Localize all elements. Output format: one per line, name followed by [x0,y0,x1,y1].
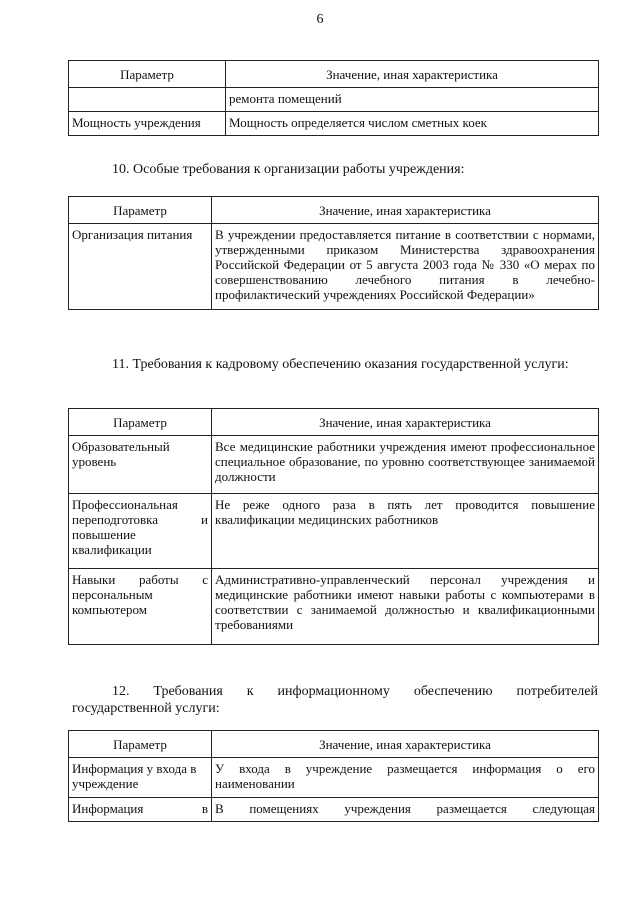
table-header-row [69,61,599,88]
param-cell: Образовательный уровень [69,436,212,494]
header-value: Значение, иная характеристика [212,197,599,224]
page-number: 6 [316,12,324,27]
param-cell: Организация питания [69,224,212,310]
table-row [69,112,599,136]
value-cell: Все медицинские работники учреждения имеют профессиональное специальное образование, по уровню соответствующее занимаемой должности [212,436,599,494]
header-value: Значение, иная характеристика [212,731,599,758]
table-section-12 [68,730,599,822]
param-cell: Информация у входа в учреждение [69,758,212,798]
table-row [69,494,599,569]
section-12-heading: 12. Требования к информационному обеспечению потребителей государственной услуги: [72,684,598,716]
table-section-10 [68,196,599,310]
value-cell: ремонта помещений [226,88,599,112]
table-row [69,224,599,310]
table-row [69,758,599,798]
header-value: Значение, иная характеристика [226,61,599,88]
table-header-row [69,409,599,436]
table-continuation [68,60,599,136]
table-row [69,88,599,112]
table-header-row [69,197,599,224]
header-param: Параметр [69,409,212,436]
value-cell: Мощность определяется числом сметных коек [226,112,599,136]
param-cell: Навыки работы с персональным компьютером [69,569,212,645]
header-param: Параметр [69,197,212,224]
param-cell: Мощность учреждения [69,112,226,136]
value-cell: Не реже одного раза в пять лет проводится повышение квалификации медицинских работников [212,494,599,569]
table-row [69,436,599,494]
table-row [69,569,599,645]
value-cell: У входа в учреждение размещается информация о его наименовании [212,758,599,798]
section-11-heading: 11. Требования к кадровому обеспечению оказания государственной услуги: [112,357,569,372]
value-cell: Административно-управленческий персонал учреждения и медицинские работники имеют навыки работы с компьютерами в соответствии с занимаемой должностью и квалификационными требованиями [212,569,599,645]
value-cell: В учреждении предоставляется питание в соответствии с нормами, утвержденными приказом Министерства здравоохранения Российской Федерации от 5 августа 2003 года № 330 «О мерах по совершенствованию лечебного питания в лечебно-профилактический учреждениях Российской Федерации» [212,224,599,310]
table-row [69,798,599,822]
header-value: Значение, иная характеристика [212,409,599,436]
section-10-heading: 10. Особые требования к организации работы учреждения: [112,162,465,177]
table-section-11 [68,408,599,645]
value-cell: В помещениях учреждения размещается следующая [212,798,599,822]
param-cell: Профессиональная переподготовка и повышение квалификации [69,494,212,569]
header-param: Параметр [69,731,212,758]
table-header-row [69,731,599,758]
param-cell [69,88,226,112]
param-cell: Информация в [69,798,212,822]
header-param: Параметр [69,61,226,88]
